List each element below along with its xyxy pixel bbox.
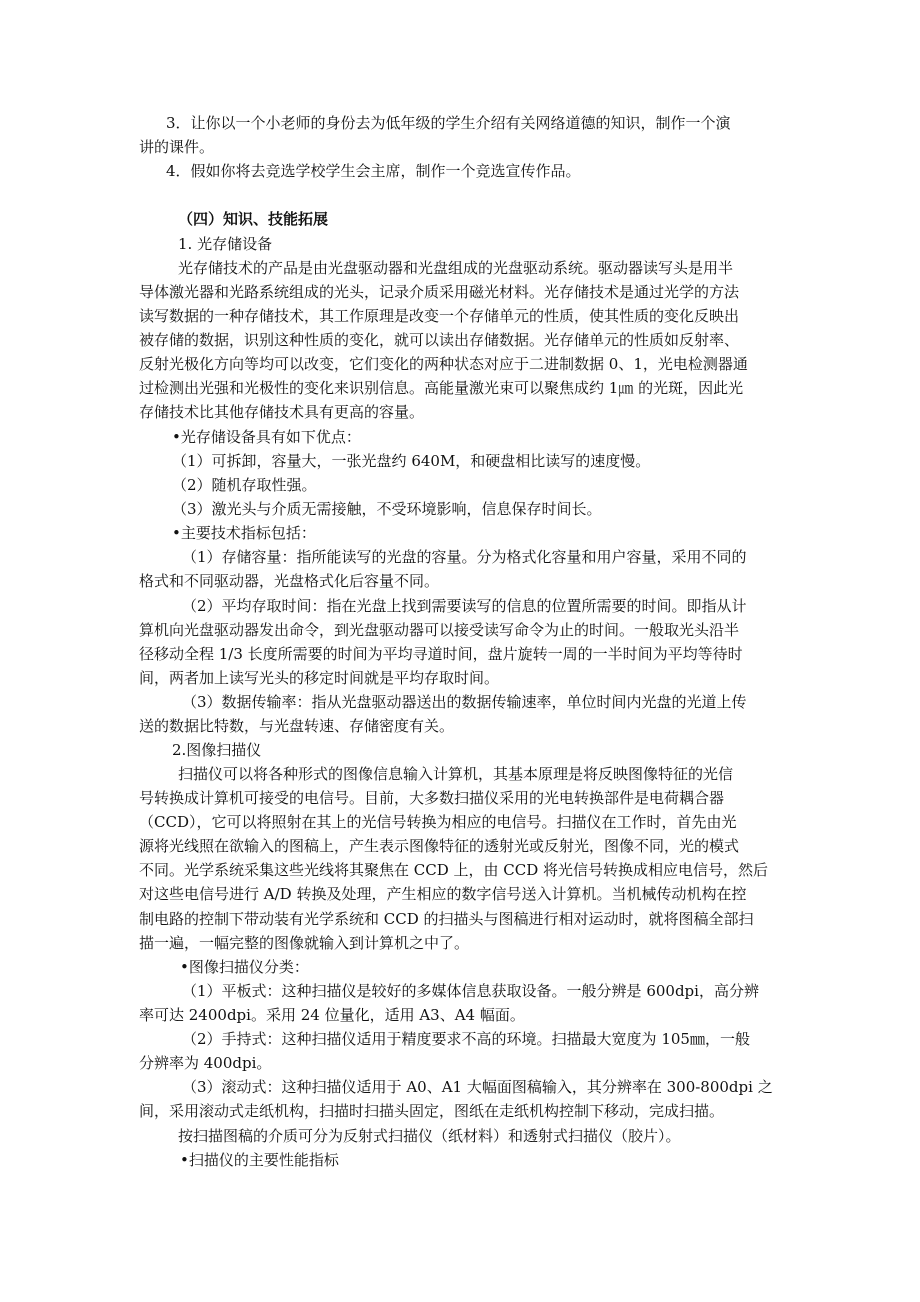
bullet-item: •图像扫描仪分类： <box>180 958 309 976</box>
list-item: （3）激光头与介质无需接触，不受环境影响，信息保存时间长。 <box>172 500 602 518</box>
paragraph-line: 率可达 2400dpi。采用 24 位量化，适用 A3、A4 幅面。 <box>139 1006 525 1024</box>
list-item: （3）数据传输率：指从光盘驱动器送出的数据传输速率，单位时间内光盘的光道上传 <box>182 693 747 711</box>
paragraph-line: 间，采用滚动式走纸机构，扫描时扫描头固定，图纸在走纸机构控制下移动，完成扫描。 <box>139 1102 725 1120</box>
subsection-heading: 1. 光存储设备 <box>178 235 273 253</box>
paragraph-line: 反射光极化方向等均可以改变，它们变化的两种状态对应于二进制数据 0、1，光电检测器通 <box>139 355 748 373</box>
paragraph-line: 分辨率为 400dpi。 <box>139 1054 272 1072</box>
paragraph-line: 对这些电信号进行 A/D 转换及处理，产生相应的数字信号送入计算机。当机械传动机构在控 <box>139 885 747 903</box>
paragraph-line: 径移动全程 1/3 长度所需要的时间为平均寻道时间，盘片旋转一周的一半时间为平均等待时 <box>139 645 743 663</box>
bullet-item: •光存储设备具有如下优点： <box>172 428 361 446</box>
section-heading: （四）知识、技能拓展 <box>178 210 329 228</box>
paragraph-line: 4．假如你将去竞选学校学生会主席，制作一个竞选宣传作品。 <box>166 162 581 180</box>
list-item: （1）存储容量：指所能读写的光盘的容量。分为格式化容量和用户容量，采用不同的 <box>182 548 747 566</box>
paragraph-line: 读写数据的一种存储技术，其工作原理是改变一个存储单元的性质，使其性质的变化反映出 <box>139 307 740 325</box>
paragraph-line: 描一遍，一幅完整的图像就输入到计算机之中了。 <box>139 934 470 952</box>
paragraph-line: 间，两者加上读写光头的移定时间就是平均存取时间。 <box>139 669 500 687</box>
paragraph-line: 存储技术比其他存储技术具有更高的容量。 <box>139 403 425 421</box>
paragraph-line: 算机向光盘驱动器发出命令，到光盘驱动器可以接受读写命令为止的时间。一般取光头沿半 <box>139 621 740 639</box>
bullet-item: •主要技术指标包括： <box>172 524 316 542</box>
list-item: （2）手持式：这种扫描仪适用于精度要求不高的环境。扫描最大宽度为 105㎜，一般 <box>182 1030 750 1048</box>
paragraph-line: 过检测出光强和光极性的变化来识别信息。高能量激光束可以聚焦成约 1㎛ 的光斑，因此光 <box>139 379 744 397</box>
paragraph-line: 制电路的控制下带动装有光学系统和 CCD 的扫描头与图稿进行相对运动时，就将图稿全部扫 <box>139 910 754 928</box>
paragraph-line: 送的数据比特数，与光盘转速、存储密度有关。 <box>139 717 455 735</box>
list-item: （2）平均存取时间：指在光盘上找到需要读写的信息的位置所需要的时间。即指从计 <box>182 597 747 615</box>
paragraph-line: 号转换成计算机可接受的电信号。目前，大多数扫描仪采用的光电转换部件是电荷耦合器 <box>139 789 725 807</box>
subsection-heading: 2.图像扫描仪 <box>172 741 262 759</box>
paragraph-line: 源将光线照在欲输入的图稿上，产生表示图像特征的透射光或反射光，图像不同，光的模式 <box>139 837 740 855</box>
list-item: （1）平板式：这种扫描仪是较好的多媒体信息获取设备。一般分辨是 600dpi，高分辨 <box>182 982 759 1000</box>
paragraph-line: （CCD），它可以将照射在其上的光信号转换为相应的电信号。扫描仪在工作时，首先由光 <box>139 813 737 831</box>
paragraph-line: 不同。光学系统采集这些光线将其聚焦在 CCD 上，由 CCD 将光信号转换成相应电信号，然后 <box>139 861 769 879</box>
paragraph-line: 被存储的数据，识别这种性质的变化，就可以读出存储数据。光存储单元的性质如反射率、 <box>139 331 740 349</box>
list-item: （2）随机存取性强。 <box>172 476 317 494</box>
paragraph-line: 导体激光器和光路系统组成的光头，记录介质采用磁光材料。光存储技术是通过光学的方法 <box>139 283 740 301</box>
paragraph-line: 讲的课件。 <box>139 138 215 156</box>
paragraph-line: 格式和不同驱动器，光盘格式化后容量不同。 <box>139 572 440 590</box>
list-item: （1）可拆卸，容量大，一张光盘约 640M，和硬盘相比读写的速度慢。 <box>172 452 651 470</box>
paragraph-line: 扫描仪可以将各种形式的图像信息输入计算机，其基本原理是将反映图像特征的光信 <box>178 765 734 783</box>
bullet-item: •扫描仪的主要性能指标 <box>180 1151 339 1169</box>
paragraph-line: 按扫描图稿的介质可分为反射式扫描仪（纸材料）和透射式扫描仪（胶片）。 <box>178 1127 681 1145</box>
list-item: （3）滚动式：这种扫描仪适用于 A0、A1 大幅面图稿输入，其分辨率在 300-800dpi 之 <box>182 1078 773 1096</box>
paragraph-line: 光存储技术的产品是由光盘驱动器和光盘组成的光盘驱动系统。驱动器读写头是用半 <box>178 259 734 277</box>
paragraph-line: 3．让你以一个小老师的身份去为低年级的学生介绍有关网络道德的知识，制作一个演 <box>166 114 731 132</box>
